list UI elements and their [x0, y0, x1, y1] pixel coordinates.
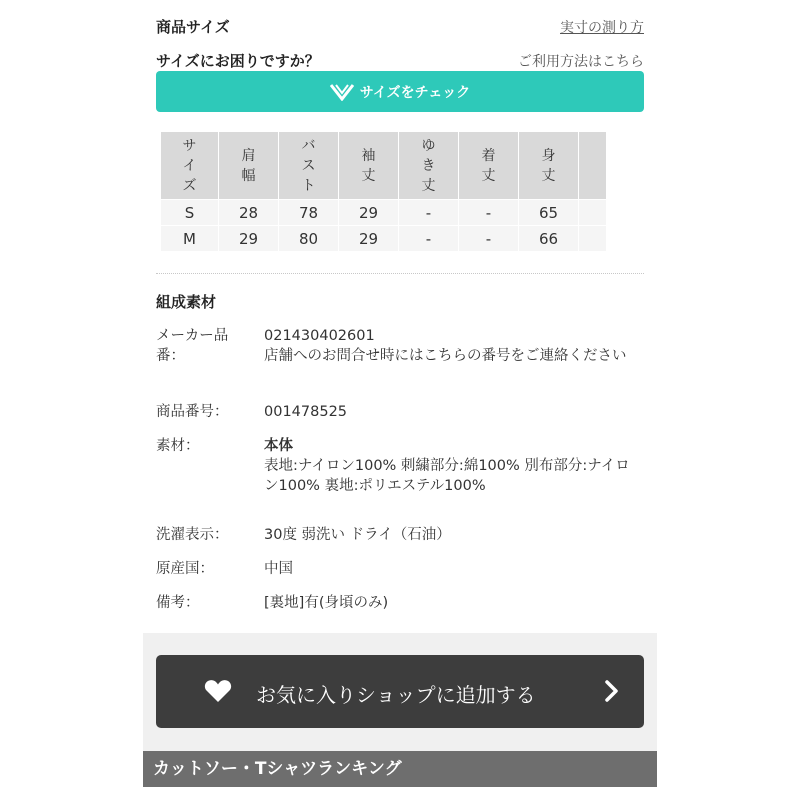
material-value-block	[264, 436, 644, 496]
material-head: 本体	[264, 438, 293, 454]
add-favorite-label: お気に入りショップに追加する	[256, 683, 536, 707]
table-cell: -	[459, 200, 519, 226]
size-check-label: サイズをチェック	[359, 84, 471, 101]
header-cell	[161, 132, 219, 200]
table-cell: 29	[339, 200, 399, 226]
ranking-content-start	[143, 787, 657, 800]
chevron-right-icon	[604, 679, 620, 703]
size-header-row	[156, 16, 644, 37]
maker-label: メーカー品 番：	[156, 328, 229, 364]
spec-row-note	[156, 593, 644, 613]
spec-row-maker	[156, 326, 644, 388]
header-sleeve: 袖 丈	[361, 147, 376, 184]
maker-value-block	[264, 326, 644, 366]
product-detail-page	[143, 0, 657, 800]
table-cell: -	[459, 226, 519, 252]
note-label: 備考：	[156, 595, 200, 611]
maker-number: 021430402601	[264, 328, 375, 344]
table-cell: S	[161, 200, 219, 226]
size-table	[160, 131, 607, 252]
wash-value: 30度 弱洗い ドライ（石油）	[264, 527, 451, 543]
origin-value: 中国	[264, 561, 293, 577]
header-length: 着 丈	[481, 147, 496, 184]
measure-guide-link[interactable]: 実寸の測り方	[560, 19, 644, 36]
table-cell: -	[399, 200, 459, 226]
origin-label: 原産国：	[156, 561, 214, 577]
table-cell: -	[399, 226, 459, 252]
header-cell	[399, 132, 459, 200]
note-value: [裏地]有(身頃のみ)	[264, 595, 389, 611]
table-cell: 78	[279, 200, 339, 226]
table-row	[161, 200, 607, 226]
header-bust: バ ス ト	[301, 137, 316, 194]
spec-row-product	[156, 402, 644, 422]
material-label: 素材：	[156, 438, 200, 454]
heart-icon	[204, 679, 232, 703]
header-cell	[519, 132, 579, 200]
table-cell: 28	[219, 200, 279, 226]
spec-row-wash	[156, 525, 644, 545]
v-check-icon	[330, 83, 354, 101]
product-number-label: 商品番号：	[156, 404, 229, 420]
material-detail: 表地:ナイロン100% 刺繍部分:綿100% 別布部分:ナイロン100% 裏地:ポリエステル100%	[264, 458, 630, 494]
header-cell	[459, 132, 519, 200]
header-shoulder: 肩 幅	[241, 147, 256, 184]
table-cell: 66	[519, 226, 579, 252]
table-cell	[579, 200, 607, 226]
table-cell: 65	[519, 200, 579, 226]
size-check-button[interactable]	[156, 71, 644, 112]
usage-guide-link[interactable]: ご利用方法はこちら	[518, 53, 644, 70]
table-cell	[579, 226, 607, 252]
spec-row-material	[156, 436, 644, 498]
size-help-row	[156, 50, 644, 71]
section-divider	[156, 273, 644, 274]
header-cell	[219, 132, 279, 200]
size-section-title: 商品サイズ	[156, 18, 230, 36]
header-yuki: ゆ き 丈	[421, 137, 436, 194]
add-favorite-shop-button[interactable]	[156, 655, 644, 728]
table-cell: 29	[339, 226, 399, 252]
composition-title: 組成素材	[156, 293, 217, 311]
header-cell	[339, 132, 399, 200]
header-size: サ イ ズ	[182, 137, 197, 194]
table-row	[161, 226, 607, 252]
spec-row-origin	[156, 559, 644, 579]
maker-note: 店舗へのお問合せ時にはこちらの番号をご連絡ください	[264, 348, 627, 364]
table-cell: 80	[279, 226, 339, 252]
favorite-section	[143, 633, 657, 751]
header-cell-empty	[579, 132, 607, 200]
wash-label: 洗濯表示：	[156, 527, 229, 543]
product-number-value: 001478525	[264, 404, 348, 420]
table-cell: 29	[219, 226, 279, 252]
ranking-header: カットソー・Tシャツランキング	[143, 751, 657, 787]
header-body-length: 身 丈	[541, 147, 556, 184]
header-cell	[279, 132, 339, 200]
size-help-title: サイズにお困りですか？	[156, 52, 320, 70]
table-cell: M	[161, 226, 219, 252]
size-table-header	[161, 132, 607, 200]
